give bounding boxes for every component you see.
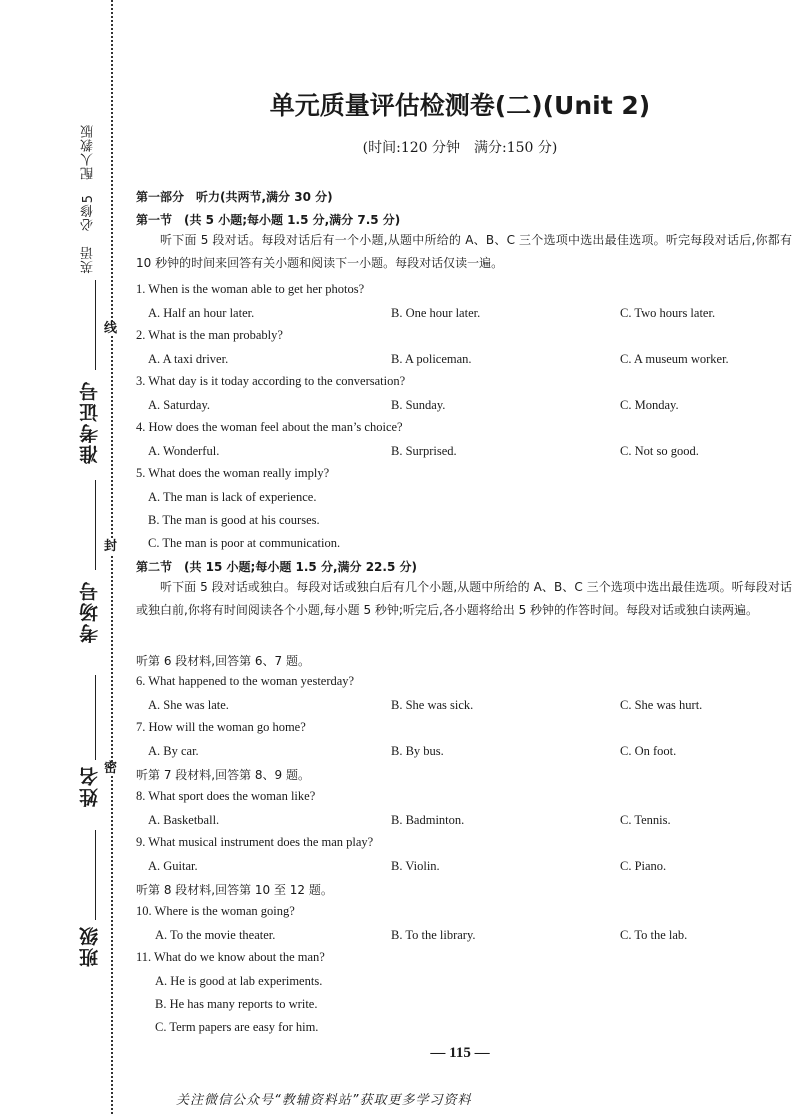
q7-option-a: A. By car. (148, 744, 199, 758)
q11-option-c: C. Term papers are easy for him. (155, 1020, 319, 1034)
sidebar-label-name: 姓名 (79, 765, 101, 807)
material-note-6: 听第 6 段材料,回答第 6、7 题。 (136, 654, 310, 668)
question-11: 11. What do we know about the man? (136, 950, 325, 964)
section2-heading: 第二节 (共 15 小题;每小题 1.5 分,满分 22.5 分) (136, 560, 417, 574)
sidebar-underline-2 (95, 480, 96, 570)
cut-mark-xian: 线 (104, 321, 118, 336)
q9-option-c: C. Piano. (620, 859, 667, 873)
q7-option-c: C. On foot. (620, 744, 677, 758)
q2-option-a: A. A taxi driver. (148, 352, 229, 366)
question-1: 1. When is the woman able to get her photos? (136, 282, 365, 296)
q2-option-b: B. A policeman. (391, 352, 472, 366)
q4-option-c: C. Not so good. (620, 444, 699, 458)
q4-option-a: A. Wonderful. (148, 444, 220, 458)
q4-option-b: B. Surprised. (391, 444, 457, 458)
page-title: 单元质量评估检测卷(二)(Unit 2) (269, 91, 651, 120)
sidebar-underline-3 (95, 675, 96, 760)
page-subtitle: (时间:120 分钟 满分:150 分) (362, 140, 558, 156)
q11-option-b: B. He has many reports to write. (155, 997, 318, 1011)
question-4: 4. How does the woman feel about the man’s choice? (136, 420, 403, 434)
q6-option-a: A. She was late. (148, 698, 229, 712)
material-note-7: 听第 7 段材料,回答第 8、9 题。 (136, 768, 310, 782)
q6-option-b: B. She was sick. (391, 698, 474, 712)
question-2: 2. What is the man probably? (136, 328, 283, 342)
q8-option-a: A. Basketball. (148, 813, 220, 827)
q5-option-b: B. The man is good at his courses. (148, 513, 320, 527)
q2-option-c: C. A museum worker. (620, 352, 729, 366)
footer-note: 关注微信公众号“教辅资料站”获取更多学习资料 (176, 1093, 472, 1108)
q6-option-c: C. She was hurt. (620, 698, 703, 712)
question-10: 10. Where is the woman going? (136, 904, 295, 918)
sidebar-label-exam-number: 准考证号 (79, 380, 101, 464)
question-8: 8. What sport does the woman like? (136, 789, 316, 803)
section1-directions: 听下面 5 段对话。每段对话后有一个小题,从题中所给的 A、B、C 三个选项中选出最佳选项。听完每段对话后,你都有 10 秒钟的时间来回答有关小题和阅读下一小题。每段对话仅读一遍。 (136, 233, 792, 270)
section1-heading: 第一节 (共 5 小题;每小题 1.5 分,满分 7.5 分) (136, 213, 401, 227)
sidebar-label-room: 考场号 (79, 580, 101, 643)
q3-option-a: A. Saturday. (148, 398, 211, 412)
question-7: 7. How will the woman go home? (136, 720, 306, 734)
cut-mark-mi: 密 (104, 761, 118, 776)
q5-option-a: A. The man is lack of experience. (148, 490, 317, 504)
sidebar-label-class: 班级 (79, 925, 101, 967)
sidebar-series: 英语 必修5 配人教版 (81, 124, 96, 274)
q10-option-b: B. To the library. (391, 928, 476, 942)
question-9: 9. What musical instrument does the man play? (136, 835, 374, 849)
q1-option-b: B. One hour later. (391, 306, 481, 320)
q8-option-c: C. Tennis. (620, 813, 671, 827)
binding-dotted-line (111, 0, 113, 1114)
page-number: — 115 — (430, 1045, 490, 1061)
q3-option-c: C. Monday. (620, 398, 679, 412)
q5-option-c: C. The man is poor at communication. (148, 536, 341, 550)
q1-option-c: C. Two hours later. (620, 306, 716, 320)
q8-option-b: B. Badminton. (391, 813, 465, 827)
q7-option-b: B. By bus. (391, 744, 444, 758)
q9-option-b: B. Violin. (391, 859, 440, 873)
q11-option-a: A. He is good at lab experiments. (155, 974, 323, 988)
q1-option-a: A. Half an hour later. (148, 306, 255, 320)
q3-option-b: B. Sunday. (391, 398, 446, 412)
cut-mark-feng: 封 (104, 539, 118, 554)
part1-heading: 第一部分 听力(共两节,满分 30 分) (136, 190, 333, 204)
q9-option-a: A. Guitar. (148, 859, 198, 873)
sidebar-underline-1 (95, 280, 96, 370)
question-6: 6. What happened to the woman yesterday? (136, 674, 355, 688)
sidebar-underline-4 (95, 830, 96, 920)
section2-directions: 听下面 5 段对话或独白。每段对话或独白后有几个小题,从题中所给的 A、B、C 三个选项中选出最佳选项。听每段对话或独白前,你将有时间阅读各个小题,每小题 5 秒钟;听完后,各小题将给出 5 秒钟的作答时间。每段对话或独白读两遍。 (136, 580, 792, 617)
q10-option-c: C. To the lab. (620, 928, 688, 942)
q10-option-a: A. To the movie theater. (155, 928, 276, 942)
material-note-8: 听第 8 段材料,回答第 10 至 12 题。 (136, 883, 333, 897)
question-5: 5. What does the woman really imply? (136, 466, 330, 480)
question-3: 3. What day is it today according to the conversation? (136, 374, 406, 388)
